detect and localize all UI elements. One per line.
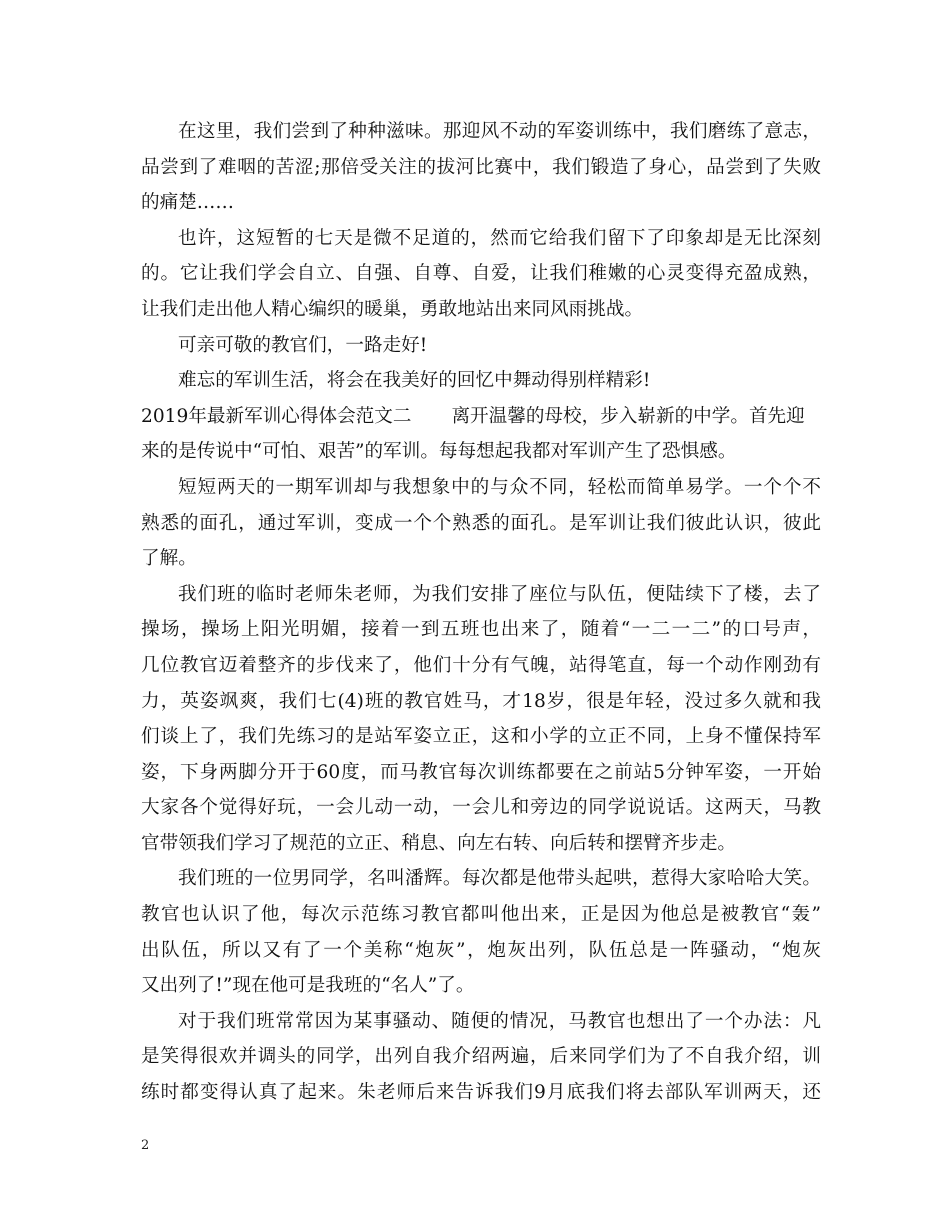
text-line: 熟悉的面孔，通过军训，变成一个个熟悉的面孔。是军训让我们彼此认识，彼此 [141, 512, 821, 534]
paragraph [141, 328, 821, 364]
page-number: 2 [141, 1138, 150, 1153]
text-line: 姿，下身两脚分开于60度，而马教官每次训练都要在之前站5分钟军姿，一开始 [141, 761, 821, 783]
paragraph [141, 221, 821, 328]
text-line: 品尝到了难咽的苦涩;那倍受关注的拔河比赛中，我们锻造了身心，品尝到了失败 [141, 156, 821, 178]
paragraph-with-heading [141, 399, 821, 470]
text-line: 操场，操场上阳光明媚，接着一到五班也出来了，随着“一二一二”的口号声， [141, 619, 821, 641]
text-line: 官带领我们学习了规范的立正、稍息、向左右转、向后转和摆臂齐步走。 [141, 832, 737, 854]
text-line: 了解。 [141, 548, 197, 570]
text-line: 几位教官迈着整齐的步伐来了，他们十分有气魄，站得笔直，每一个动作刚劲有 [141, 654, 821, 676]
text-line: 出队伍，所以又有了一个美称“炮灰”，炮灰出列，队伍总是一阵骚动，“炮灰 [141, 939, 821, 961]
text-line: 是笑得很欢并调头的同学，出列自我介绍两遍，后来同学们为了不自我介绍，训 [141, 1046, 821, 1068]
section-heading: 2019年最新军训心得体会范文二 [141, 405, 412, 427]
text-line: 让我们走出他人精心编织的暖巢，勇敢地站出来同风雨挑战。 [141, 298, 644, 320]
paragraph [141, 1004, 821, 1111]
text-line: 大家各个觉得好玩，一会儿动一动，一会儿和旁边的同学说说话。这两天，马教 [141, 797, 821, 819]
heading-line-text: 离开温馨的母校，步入崭新的中学。首先迎 [451, 405, 805, 427]
text-line: 的。它让我们学会自立、自强、自尊、自爱，让我们稚嫩的心灵变得充盈成熟， [141, 263, 821, 285]
paragraph [141, 861, 821, 1003]
text-line: 又出列了!”现在他可是我班的“名人”了。 [141, 975, 475, 997]
text-line: 也许，这短暂的七天是微不足道的，然而它给我们留下了印象却是无比深刻 [178, 227, 821, 249]
text-line: 的痛楚…… [141, 192, 234, 214]
text-line: 难忘的军训生活，将会在我美好的回忆中舞动得别样精彩! [178, 370, 651, 392]
paragraph [141, 577, 821, 862]
text-line: 对于我们班常常因为某事骚动、随便的情况，马教官也想出了一个办法：凡 [178, 1010, 821, 1032]
text-line: 们谈上了，我们先练习的是站军姿立正，这和小学的立正不同，上身不懂保持军 [141, 726, 821, 748]
text-line: 短短两天的一期军训却与我想象中的与众不同，轻松而简单易学。一个个不 [178, 476, 821, 498]
text-line: 我们班的临时老师朱老师，为我们安排了座位与队伍，便陆续下了楼，去了 [178, 583, 821, 605]
paragraph [141, 114, 821, 221]
paragraph [141, 363, 821, 399]
document-body [141, 114, 821, 1111]
text-line: 在这里，我们尝到了种种滋味。那迎风不动的军姿训练中，我们磨练了意志， [178, 121, 821, 142]
text-line [141, 399, 821, 435]
text-line: 来的是传说中“可怕、艰苦”的军训。每每想起我都对军训产生了恐惧感。 [141, 441, 737, 463]
text-line: 可亲可敬的教官们，一路走好! [178, 334, 428, 356]
text-line: 练时都变得认真了起来。朱老师后来告诉我们9月底我们将去部队军训两天，还 [141, 1082, 821, 1104]
text-line: 力，英姿飒爽，我们七(4)班的教官姓马，才18岁，很是年轻，没过多久就和我 [141, 690, 821, 712]
text-line: 我们班的一位男同学，名叫潘辉。每次都是他带头起哄，惹得大家哈哈大笑。 [178, 868, 821, 890]
paragraph [141, 470, 821, 577]
text-line: 教官也认识了他，每次示范练习教官都叫他出来，正是因为他总是被教官“轰” [141, 904, 821, 926]
